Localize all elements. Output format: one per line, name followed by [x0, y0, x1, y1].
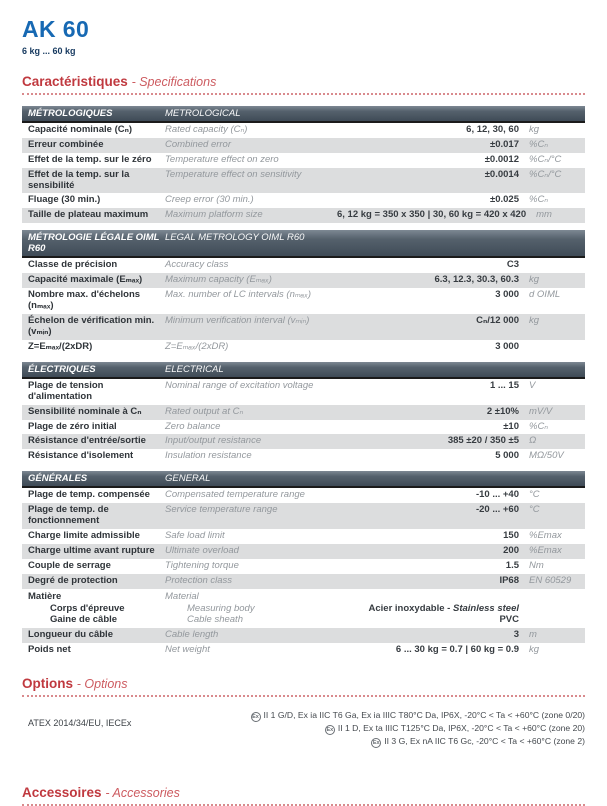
spec-value: ±0.0014 — [484, 168, 519, 180]
spec-label-en: Maximum platform size — [165, 209, 263, 221]
atex-label: ATEX 2014/34/EU, IECEx — [28, 718, 132, 729]
atex-line — [131, 709, 585, 722]
spec-label-en: Minimum verification interval (vₘᵢₙ) — [165, 314, 310, 326]
spec-value: IP68 — [499, 574, 519, 586]
spec-label-fr: Degré de protection — [28, 574, 118, 586]
spec-value: 200 — [503, 544, 519, 556]
section-header — [22, 230, 585, 258]
specifications-heading-fr: Caractéristiques — [22, 74, 128, 89]
table-row — [22, 208, 585, 223]
table-row — [22, 420, 585, 435]
section-header — [22, 471, 585, 488]
spec-label-fr: Poids net — [28, 644, 71, 656]
spec-label-fr: Plage de temp. compensée — [28, 489, 150, 501]
spec-unit: kg — [529, 123, 540, 135]
spec-value: 3 000 — [495, 289, 519, 301]
table-row — [22, 529, 585, 544]
spec-unit: kg — [529, 314, 540, 326]
atex-line — [131, 722, 585, 735]
spec-label-en: Accuracy class — [165, 259, 229, 271]
spec-label-fr: Capacité nominale (Cₙ) — [28, 123, 133, 135]
section-header-en: LEGAL METROLOGY OIML R60 — [165, 232, 305, 244]
spec-value: 6, 12 kg = 350 x 350 | 30, 60 kg = 420 x 420 — [337, 209, 527, 221]
spec-unit: %Cₙ/°C — [529, 153, 562, 165]
spec-label-fr: Plage de zéro initial — [28, 420, 117, 432]
spec-unit: d OIML — [529, 289, 561, 301]
section-header-en: METROLOGICAL — [165, 107, 241, 119]
spec-value: PVC — [499, 614, 519, 626]
table-row — [22, 434, 585, 449]
spec-label-fr: Charge limite admissible — [28, 530, 140, 542]
table-row-material — [22, 589, 585, 629]
spec-unit: kg — [529, 644, 540, 656]
spec-label-en: Insulation resistance — [165, 450, 252, 462]
accessories-heading-fr: Accessoires — [22, 785, 102, 801]
accessories-heading-en: - Accessories — [105, 786, 180, 801]
spec-unit: %Cₙ — [529, 194, 549, 206]
spec-label-fr: Classe de précision — [28, 259, 118, 271]
spec-label-fr: Charge ultime avant rupture — [28, 544, 155, 556]
spec-value: 1.5 — [505, 559, 519, 571]
spec-label-en: Z=Eₘₐₓ/(2xDR) — [165, 340, 229, 352]
spec-label-en: Compensated temperature range — [165, 489, 305, 501]
spec-label-fr: Résistance d'entrée/sortie — [28, 435, 146, 447]
spec-label-en: Material — [165, 590, 199, 602]
atex-options-block — [22, 709, 585, 748]
spec-label-en: Max. number of LC intervals (nₘₐₓ) — [165, 289, 311, 301]
atex-ex-icon: Ex — [372, 740, 380, 747]
spec-value: 6 ... 30 kg = 0.7 | 60 kg = 0.9 — [395, 644, 519, 656]
spec-label-en: Temperature effect on zero — [165, 153, 279, 165]
spec-unit: %Emax — [529, 530, 562, 542]
spec-label-en: Tightening torque — [165, 559, 239, 571]
atex-line-text: II 1 G/D, Ex ia IIC T6 Ga, Ex ia IIIC T80°C Da, IP6X, -20°C < Ta < +60°C (zone 0/20) — [263, 710, 585, 721]
table-row — [22, 258, 585, 273]
spec-label-fr: Z=Eₘₐₓ/(2xDR) — [28, 340, 93, 352]
spec-unit: %Cₙ/°C — [529, 168, 562, 180]
spec-value: 5 000 — [495, 450, 519, 462]
spec-unit: MΩ/50V — [529, 450, 564, 462]
specifications-heading — [22, 75, 585, 95]
spec-value: ±0.025 — [490, 194, 519, 206]
spec-label-fr: Capacité maximale (Eₘₐₓ) — [28, 274, 143, 286]
section-header-en: ELECTRICAL — [165, 363, 224, 375]
spec-value: ±0.017 — [490, 138, 519, 150]
spec-unit: %Cₙ — [529, 420, 549, 432]
table-row — [22, 379, 585, 405]
spec-label-en: Maximum capacity (Eₘₐₓ) — [165, 274, 272, 286]
spec-label-fr: Taille de plateau maximum — [28, 209, 149, 221]
section-electrical — [22, 362, 585, 465]
spec-label-en: Rated output at Cₙ — [165, 405, 244, 417]
spec-unit: mm — [536, 209, 552, 221]
spec-label-fr: Résistance d'isolement — [28, 450, 134, 462]
atex-ex-icon: Ex — [252, 714, 259, 721]
product-title: AK 60 — [22, 16, 90, 42]
spec-label-en: Nominal range of excitation voltage — [165, 379, 314, 391]
spec-label-en: Ultimate overload — [165, 544, 239, 556]
spec-label-fr: Sensibilité nominale à Cₙ — [28, 405, 142, 417]
spec-value: 150 — [503, 530, 519, 542]
section-header-fr: ÉLECTRIQUES — [28, 363, 96, 375]
table-row — [22, 138, 585, 153]
spec-label-en: Cable length — [165, 629, 219, 641]
section-header-fr: GÉNÉRALES — [28, 473, 88, 485]
spec-label-en: Temperature effect on sensitivity — [165, 168, 302, 180]
spec-sublabel-en: Measuring body — [187, 602, 255, 614]
spec-label-en: Combined error — [165, 138, 231, 150]
spec-label-fr: Fluage (30 min.) — [28, 194, 101, 206]
spec-label-fr: Matière — [28, 590, 62, 602]
section-legal-metrology — [22, 230, 585, 354]
spec-value: 6, 12, 30, 60 — [466, 123, 519, 135]
options-heading — [22, 677, 585, 697]
section-header — [22, 362, 585, 379]
table-row — [22, 574, 585, 589]
spec-value: C3 — [506, 259, 519, 271]
spec-unit: V — [529, 379, 536, 391]
table-row — [22, 643, 585, 658]
spec-label-fr: Erreur combinée — [28, 138, 104, 150]
table-row — [22, 544, 585, 559]
spec-label-en: Protection class — [165, 574, 233, 586]
spec-value: 3 000 — [495, 340, 519, 352]
spec-label-fr: Plage de temp. de fonctionnement — [28, 504, 109, 527]
atex-ex-icon: Ex — [326, 727, 334, 734]
spec-label-fr: Nombre max. d'échelons (nₘₐₓ) — [28, 289, 141, 312]
spec-sublabel-en: Cable sheath — [187, 614, 243, 626]
spec-unit: m — [529, 629, 537, 641]
spec-label-en: Net weight — [165, 644, 210, 656]
spec-label-fr: Effet de la temp. sur le zéro — [28, 153, 152, 165]
options-heading-fr: Options — [22, 676, 73, 692]
spec-unit: °C — [529, 504, 540, 516]
table-row — [22, 168, 585, 194]
spec-unit: kg — [529, 274, 540, 286]
spec-value: 385 ±20 / 350 ±5 — [447, 435, 519, 447]
spec-sublabel-fr: Corps d'épreuve — [50, 602, 125, 614]
spec-unit: Ω — [529, 435, 537, 447]
spec-value: Acier inoxydable - Stainless steel — [368, 602, 519, 614]
spec-unit: EN 60529 — [529, 574, 572, 586]
accessories-heading — [22, 786, 585, 806]
spec-value: 6.3, 12.3, 30.3, 60.3 — [434, 274, 519, 286]
atex-line-text: II 1 D, Ex ta IIIC T125°C Da, IP6X, -20°C < Ta < +60°C (zone 20) — [337, 723, 585, 734]
spec-unit: %Emax — [529, 544, 562, 556]
spec-unit: Nm — [529, 559, 544, 571]
specifications-heading-en: - Specifications — [131, 75, 217, 89]
table-row — [22, 405, 585, 420]
spec-value: 2 ±10% — [486, 405, 519, 417]
table-row — [22, 628, 585, 643]
spec-label-fr: Couple de serrage — [28, 559, 111, 571]
spec-label-fr: Effet de la temp. sur la sensibilité — [28, 168, 130, 191]
spec-sublabel-fr: Gaine de câble — [50, 614, 118, 626]
spec-label-en: Service temperature range — [165, 504, 278, 516]
spec-label-en: Rated capacity (Cₙ) — [165, 123, 248, 135]
spec-value: 3 — [513, 629, 519, 641]
spec-value: -20 ... +60 — [475, 504, 519, 516]
spec-value: 1 ... 15 — [489, 379, 519, 391]
section-header-en: GENERAL — [165, 473, 211, 485]
table-row — [22, 449, 585, 464]
spec-label-en: Creep error (30 min.) — [165, 194, 254, 206]
product-capacity-range: 6 kg ... 60 kg — [22, 46, 76, 56]
spec-value: ±10 — [503, 420, 519, 432]
spec-value: ±0.0012 — [484, 153, 519, 165]
atex-line — [131, 735, 585, 748]
spec-value: Cₙ/12 000 — [476, 314, 519, 326]
section-header-fr: MÉTROLOGIQUES — [28, 107, 113, 119]
table-row — [22, 193, 585, 208]
table-row — [22, 503, 585, 529]
table-row — [22, 123, 585, 138]
spec-unit: %Cₙ — [529, 138, 549, 150]
table-row — [22, 559, 585, 574]
table-row — [22, 488, 585, 503]
section-header — [22, 106, 585, 123]
atex-line-text: II 3 G, Ex nA IIC T6 Gc, -20°C < Ta < +60°C (zone 2) — [384, 736, 585, 747]
table-row — [22, 273, 585, 288]
spec-label-fr: Échelon de vérification min. (vₘᵢₙ) — [28, 314, 155, 337]
section-metrological — [22, 106, 585, 223]
table-row — [22, 288, 585, 314]
table-row — [22, 340, 585, 355]
table-row — [22, 153, 585, 168]
options-heading-en: - Options — [76, 677, 128, 692]
table-row — [22, 314, 585, 340]
spec-label-en: Safe load limit — [165, 530, 225, 542]
spec-label-en: Input/output resistance — [165, 435, 262, 447]
spec-label-en: Zero balance — [165, 420, 221, 432]
spec-label-fr: Longueur du câble — [28, 629, 113, 641]
spec-label-fr: Plage de tension d'alimentation — [28, 379, 104, 402]
section-header-fr: MÉTROLOGIE LÉGALE OIML R60 — [28, 232, 160, 255]
spec-unit: °C — [529, 489, 540, 501]
spec-unit: mV/V — [529, 405, 553, 417]
spec-value: -10 ... +40 — [475, 489, 519, 501]
section-general — [22, 471, 585, 658]
